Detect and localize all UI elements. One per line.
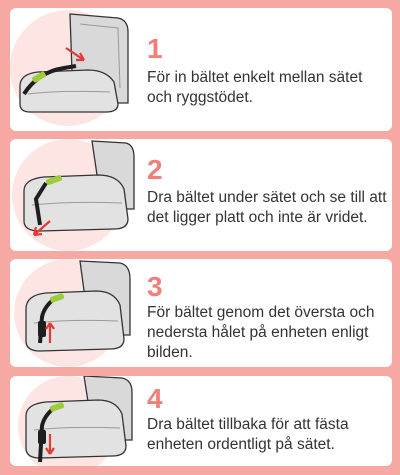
step-description: Dra bältet under sätet och se till att det ligger platt och inte är vridet.: [147, 189, 387, 226]
step-number: 1: [147, 33, 163, 64]
step-number: 4: [147, 383, 163, 414]
step-description: Dra bältet tillbaka för att fästa enheten ordentligt på sätet.: [147, 416, 349, 453]
step-number: 2: [147, 154, 163, 185]
step-card-1: [10, 8, 392, 131]
step-card-4: [10, 376, 392, 466]
step-2-illustration: [10, 139, 140, 251]
step-card-2: [10, 139, 392, 251]
step-card-3: [10, 259, 392, 367]
step-1-illustration: [10, 8, 140, 131]
step-4-illustration: [10, 376, 140, 466]
step-number: 3: [147, 271, 163, 302]
step-3-illustration: [10, 259, 140, 367]
step-description: För in bältet enkelt mellan sätet och ryggstödet.: [147, 69, 363, 106]
step-description: För bältet genom det översta och nedersta hålet på enheten enligt bilden.: [147, 304, 375, 361]
